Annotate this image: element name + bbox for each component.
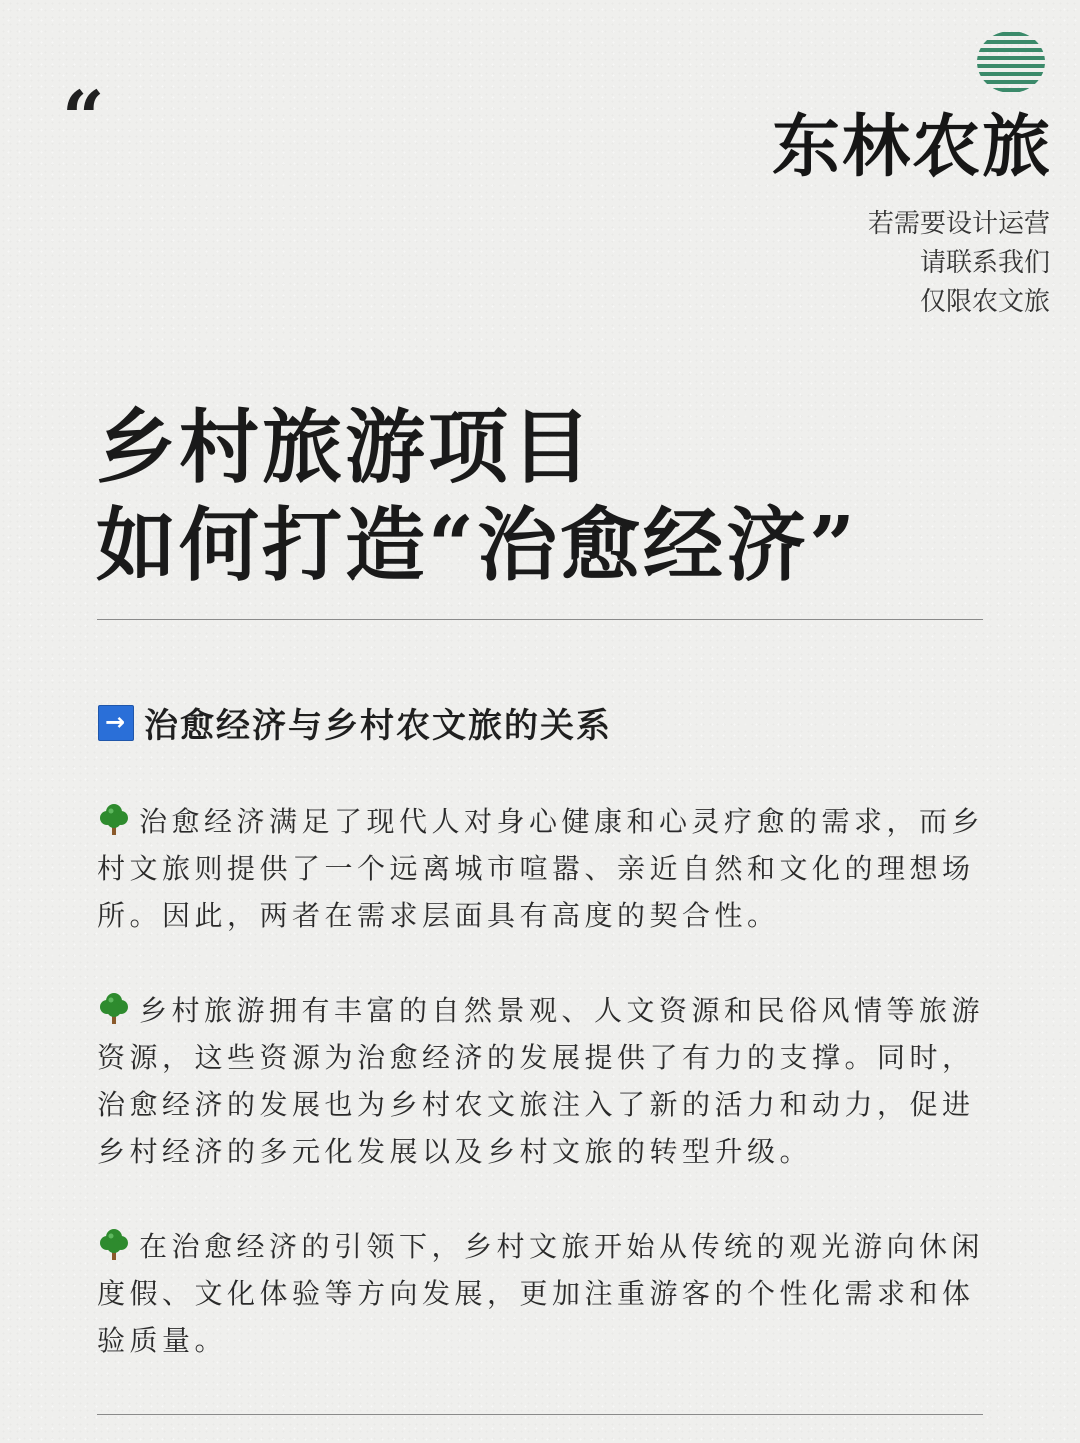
divider-top [97,619,983,620]
divider-bottom [97,1414,983,1415]
page-title [96,398,858,594]
section-heading-text: 治愈经济与乡村农文旅的关系 [144,706,612,746]
tree-icon [97,991,131,1025]
tree-icon [97,1227,131,1261]
contact-line: 若需要设计运营 [867,209,1050,239]
contact-info [868,205,1050,322]
right-arrow-icon: → [98,705,134,741]
title-line-1: 乡村旅游项目 [96,400,594,494]
paragraph-3 [97,1223,985,1364]
paragraph-text: 治愈经济满足了现代人对身心健康和心灵疗愈的需求，而乡村文旅则提供了一个远离城市喧嚣、亲近自然和文化的理想场所。因此，两者在需求层面具有高度的契合性。 [97,805,985,932]
section-heading [98,698,612,747]
paragraph-text: 乡村旅游拥有丰富的自然景观、人文资源和民俗风情等旅游资源，这些资源为治愈经济的发展提供了有力的支撑。同时，治愈经济的发展也为乡村农文旅注入了新的活力和动力，促进乡村经济的多元化发展以及乡村文旅的转型升级。 [97,994,985,1168]
title-line-2: 如何打造“治愈经济” [96,498,859,592]
brand-name: 东林农旅 [771,108,1052,187]
tree-icon [97,802,131,836]
paragraph-text: 在治愈经济的引领下，乡村文旅开始从传统的观光游向休闲度假、文化体验等方向发展，更加注重游客的个性化需求和体验质量。 [97,1230,985,1357]
contact-line: 仅限农文旅 [919,287,1050,317]
striped-globe-logo [976,30,1046,94]
paragraph-1 [97,798,985,939]
contact-line: 请联系我们 [919,248,1050,278]
quote-mark: “ [62,76,105,162]
paragraph-2 [97,987,985,1175]
